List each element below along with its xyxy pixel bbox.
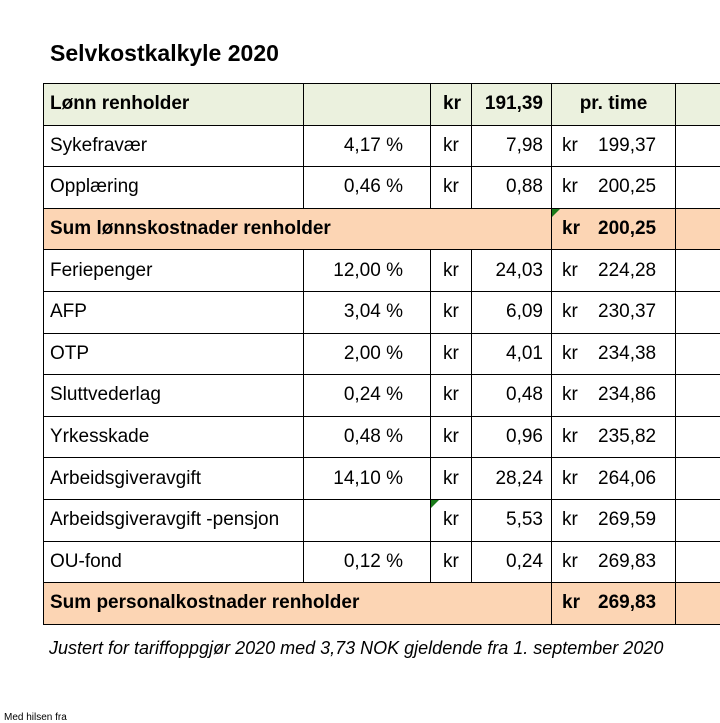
row-amount: 0,96 [472,416,552,458]
row-total: 264,06 [598,468,656,489]
sum-row-salary [44,208,720,250]
cost-table [43,83,720,625]
row-total-kr: kr [552,509,598,531]
row-extra-cell [676,375,720,417]
row-extra-cell [676,458,720,500]
row-running-total [552,458,676,500]
row-total-kr: kr [552,551,598,573]
sum-total: 200,25 [598,218,656,239]
sum-total-cell [552,583,676,625]
row-kr: kr [431,291,472,333]
row-percent: 12,00 % [304,250,431,292]
row-total: 269,59 [598,509,656,530]
row-running-total [552,499,676,541]
table-row [44,291,720,333]
sum-kr: kr [552,218,598,240]
row-running-total [552,541,676,583]
table-row [44,250,720,292]
row-label: OU-fond [44,541,304,583]
row-total: 234,86 [598,384,656,405]
row-total: 234,38 [598,343,656,364]
comment-marker-icon [431,500,439,508]
row-running-total [552,167,676,209]
header-amount: 191,39 [472,84,552,126]
row-amount: 6,09 [472,291,552,333]
row-label: AFP [44,291,304,333]
row-percent: 3,04 % [304,291,431,333]
row-label: Yrkesskade [44,416,304,458]
row-percent: 0,24 % [304,375,431,417]
row-running-total [552,125,676,167]
header-kr: kr [431,84,472,126]
row-amount: 0,88 [472,167,552,209]
row-percent: 2,00 % [304,333,431,375]
row-extra-cell [676,499,720,541]
table-row [44,416,720,458]
row-total-kr: kr [552,343,598,365]
table-row [44,125,720,167]
row-total: 200,25 [598,176,656,197]
row-percent: 14,10 % [304,458,431,500]
footnote: Justert for tariffoppgjør 2020 med 3,73 NOK gjeldende fra 1. september 2020 [49,638,663,659]
row-total: 269,83 [598,551,656,572]
sum-kr: kr [552,592,598,614]
header-unit: pr. time [552,84,676,126]
row-percent [304,499,431,541]
row-amount: 0,48 [472,375,552,417]
row-extra-cell [676,167,720,209]
table-row [44,499,720,541]
row-kr: kr [431,333,472,375]
row-percent: 0,46 % [304,167,431,209]
row-label: OTP [44,333,304,375]
row-kr: kr [431,458,472,500]
row-total-kr: kr [552,176,598,198]
row-extra-cell [676,250,720,292]
row-percent: 0,12 % [304,541,431,583]
row-extra-cell [676,541,720,583]
row-kr-cell [431,499,472,541]
row-kr: kr [431,541,472,583]
row-total: 199,37 [598,135,656,156]
header-extra-cell [676,84,720,126]
sum-total-cell [552,208,676,250]
row-kr: kr [443,509,459,530]
row-amount: 5,53 [472,499,552,541]
table-row [44,333,720,375]
sum-row-personnel [44,583,720,625]
row-label: Sluttvederlag [44,375,304,417]
row-amount: 24,03 [472,250,552,292]
header-empty-cell [304,84,431,126]
document-title: Selvkostkalkyle 2020 [50,40,279,67]
header-label: Lønn renholder [44,84,304,126]
row-total: 224,28 [598,260,656,281]
row-extra-cell [676,291,720,333]
row-amount: 28,24 [472,458,552,500]
sum-total: 269,83 [598,592,656,613]
sum-extra-cell [676,583,720,625]
table-row [44,541,720,583]
row-total-kr: kr [552,426,598,448]
row-running-total [552,291,676,333]
row-kr: kr [431,125,472,167]
row-amount: 0,24 [472,541,552,583]
row-amount: 7,98 [472,125,552,167]
row-total: 230,37 [598,301,656,322]
row-running-total [552,250,676,292]
row-amount: 4,01 [472,333,552,375]
comment-marker-icon [552,209,560,217]
row-label: Sykefravær [44,125,304,167]
row-total-kr: kr [552,301,598,323]
row-total-kr: kr [552,384,598,406]
sum-extra-cell [676,208,720,250]
row-extra-cell [676,416,720,458]
table-row [44,458,720,500]
table-row [44,375,720,417]
row-kr: kr [431,250,472,292]
row-running-total [552,375,676,417]
table-row [44,167,720,209]
row-total-kr: kr [552,135,598,157]
sum-label: Sum lønnskostnader renholder [44,208,552,250]
row-percent: 0,48 % [304,416,431,458]
header-row [44,84,720,126]
row-percent: 4,17 % [304,125,431,167]
row-label: Feriepenger [44,250,304,292]
row-kr: kr [431,375,472,417]
closing-text: Med hilsen fra [4,712,67,723]
row-total: 235,82 [598,426,656,447]
row-label: Arbeidsgiveravgift -pensjon [44,499,304,541]
row-running-total [552,333,676,375]
row-kr: kr [431,416,472,458]
row-kr: kr [431,167,472,209]
row-total-kr: kr [552,468,598,490]
row-running-total [552,416,676,458]
row-extra-cell [676,125,720,167]
row-total-kr: kr [552,260,598,282]
row-label: Opplæring [44,167,304,209]
row-extra-cell [676,333,720,375]
sum-label: Sum personalkostnader renholder [44,583,552,625]
row-label: Arbeidsgiveravgift [44,458,304,500]
